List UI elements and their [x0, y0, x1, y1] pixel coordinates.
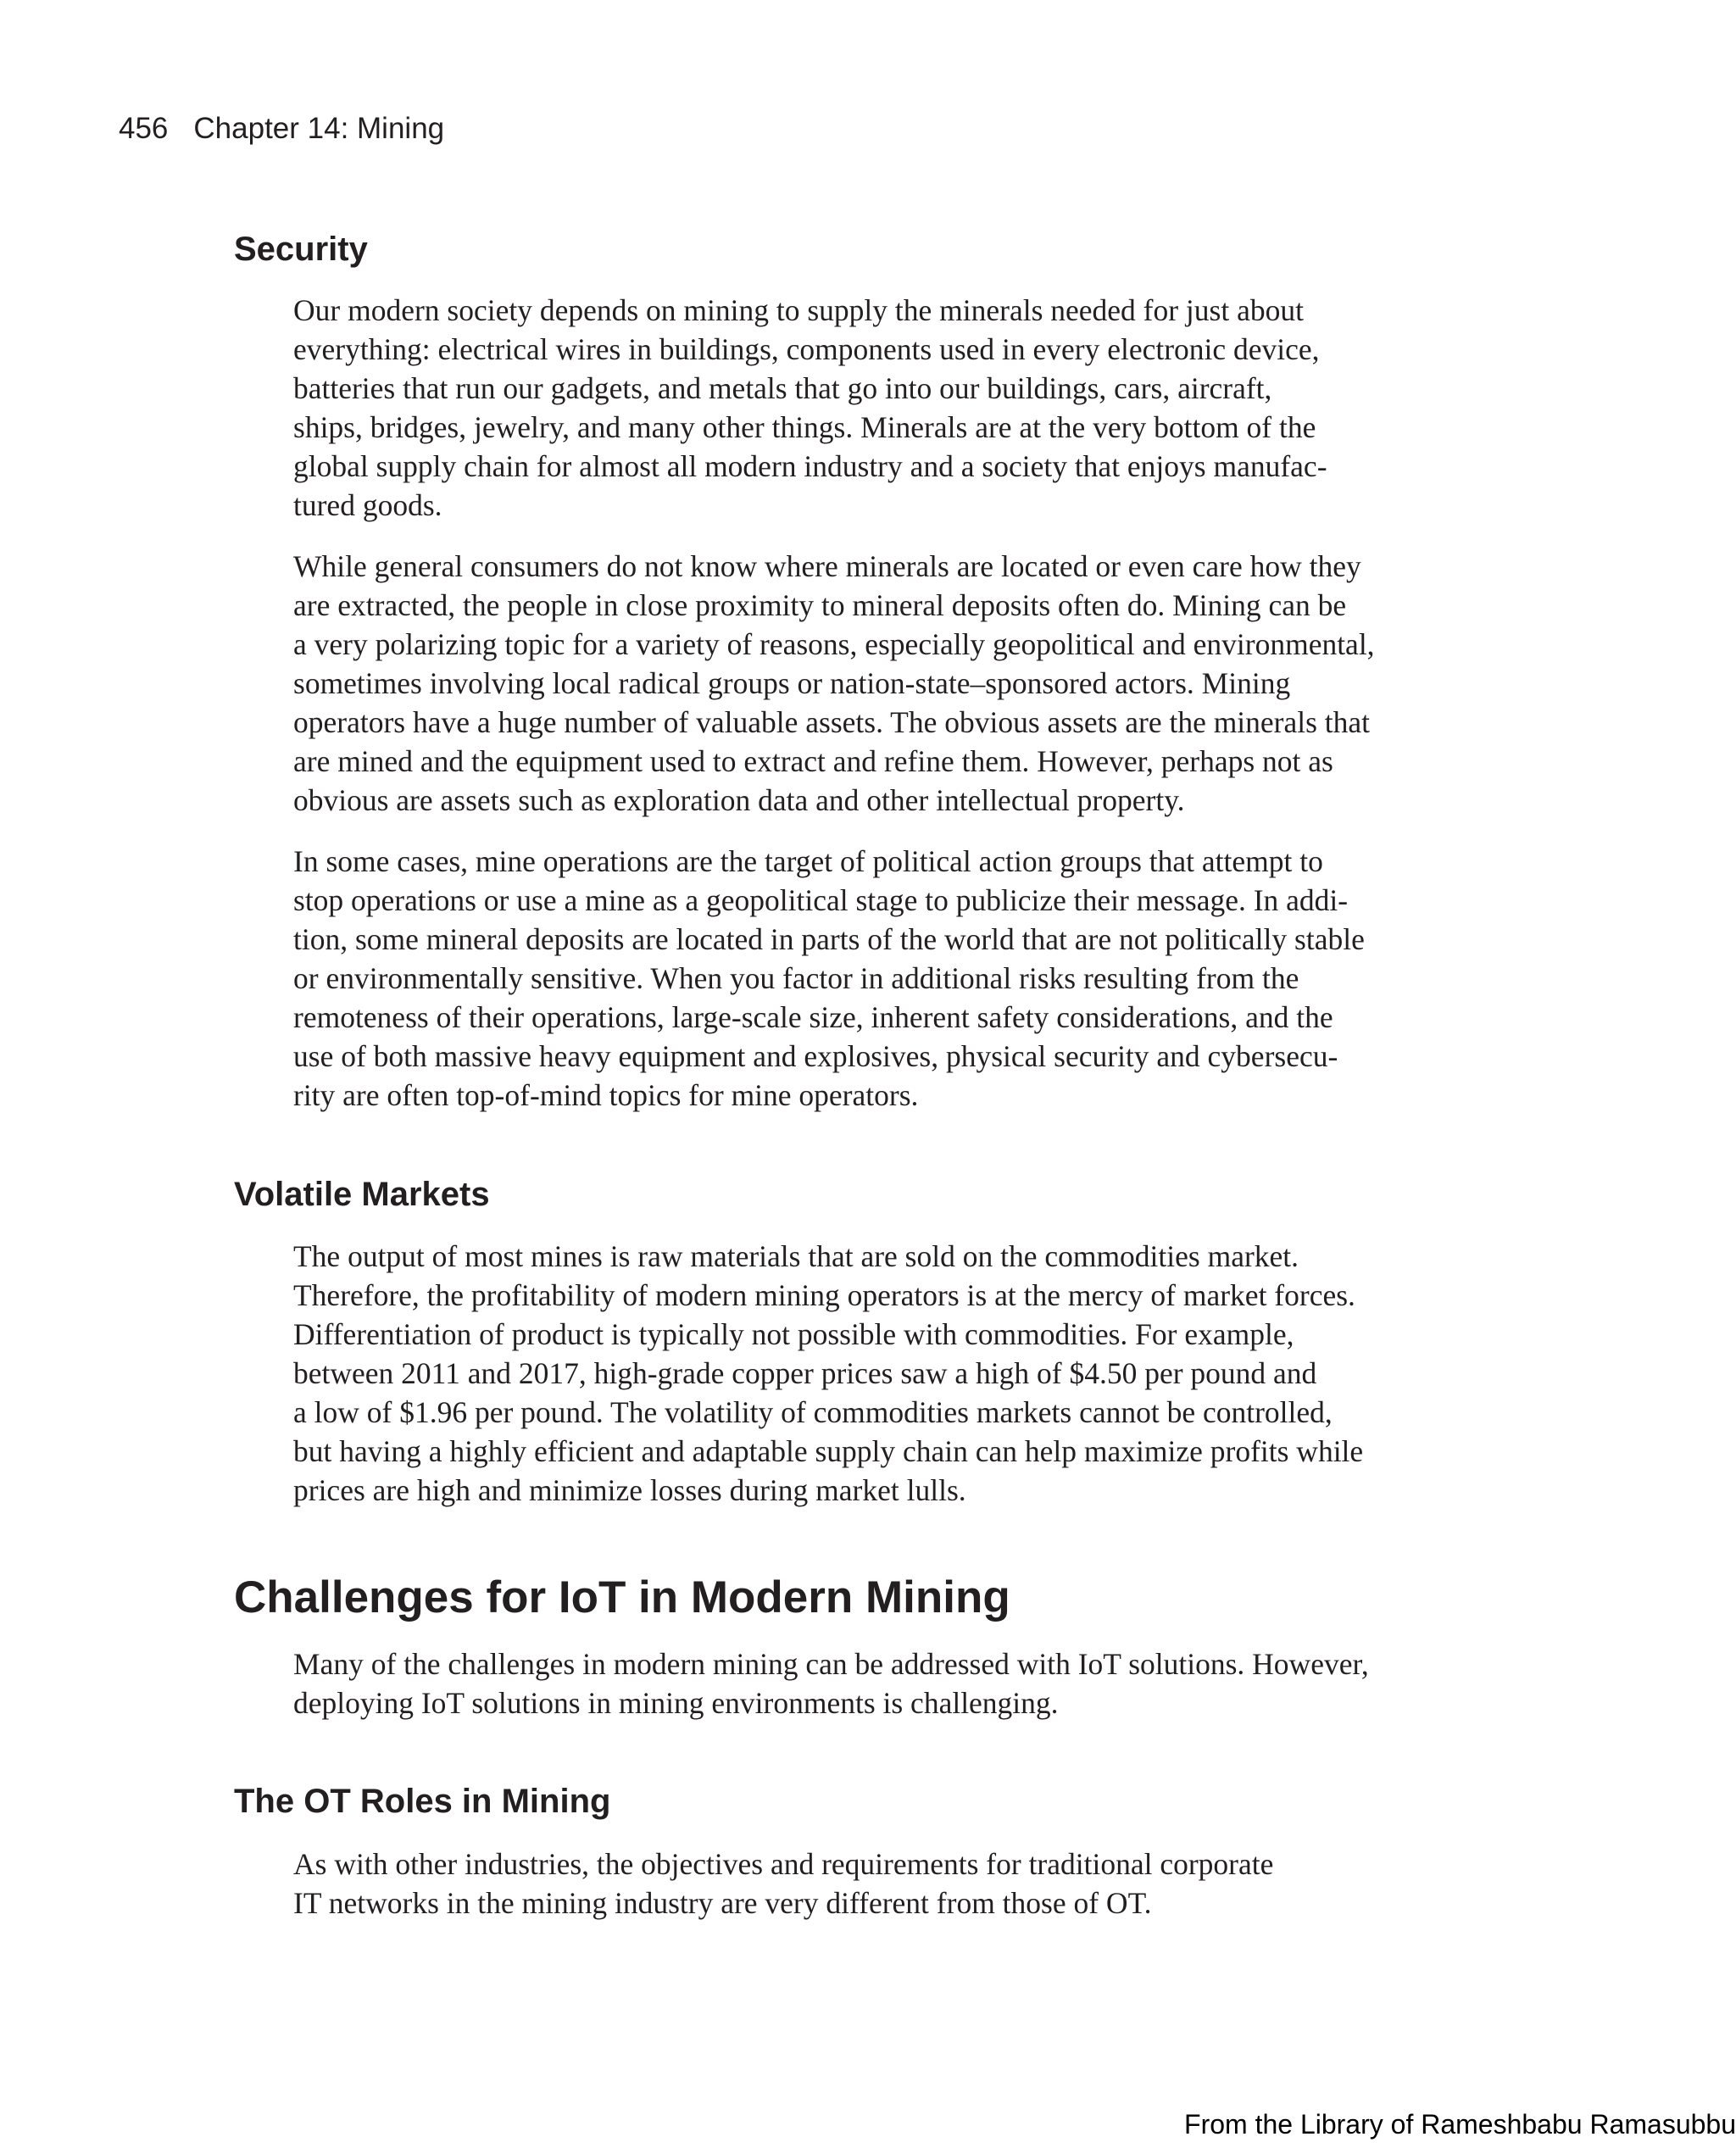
running-head	[119, 110, 444, 147]
text-line: between 2011 and 2017, high-grade copper prices saw a high of $4.50 per pound and	[293, 1356, 1317, 1390]
paragraph-security-3	[293, 842, 1365, 1115]
text-line: rity are often top-of-mind topics for mine operators.	[293, 1078, 919, 1112]
text-line: prices are high and minimize losses during market lulls.	[293, 1473, 966, 1507]
text-line: a low of $1.96 per pound. The volatility of commodities markets cannot be controlled,	[293, 1395, 1333, 1429]
text-line: operators have a huge number of valuable assets. The obvious assets are the minerals that	[293, 705, 1371, 739]
text-line: IT networks in the mining industry are very different from those of OT.	[293, 1886, 1152, 1920]
paragraph-volatile-markets-1	[293, 1237, 1363, 1510]
text-line: Therefore, the profitability of modern mining operators is at the mercy of market forces.	[293, 1278, 1355, 1312]
text-line: Our modern society depends on mining to supply the minerals needed for just about	[293, 293, 1304, 327]
text-line: remoteness of their operations, large-scale size, inherent safety considerations, and the	[293, 1000, 1333, 1034]
text-line: batteries that run our gadgets, and metals that go into our buildings, cars, aircraft,	[293, 371, 1272, 405]
text-line: everything: electrical wires in buildings, components used in every electronic device,	[293, 332, 1320, 366]
text-line: obvious are assets such as exploration data and other intellectual property.	[293, 783, 1185, 817]
text-line: The output of most mines is raw materials that are sold on the commodities market.	[293, 1239, 1299, 1273]
text-line: or environmentally sensitive. When you factor in additional risks resulting from the	[293, 961, 1299, 995]
paragraph-security-2	[293, 547, 1375, 820]
text-line: Many of the challenges in modern mining can be addressed with IoT solutions. However,	[293, 1647, 1369, 1681]
text-line: In some cases, mine operations are the target of political action groups that attempt to	[293, 844, 1323, 878]
text-line: sometimes involving local radical groups or nation-state–sponsored actors. Mining	[293, 666, 1291, 700]
chapter-title: Chapter 14: Mining	[193, 112, 445, 145]
text-line: While general consumers do not know where minerals are located or even care how they	[293, 549, 1361, 583]
section-heading-ot-roles: The OT Roles in Mining	[234, 1783, 611, 1820]
text-line: global supply chain for almost all modern industry and a society that enjoys manufac-	[293, 449, 1327, 483]
paragraph-challenges-1	[293, 1644, 1369, 1722]
text-line: Differentiation of product is typically not possible with commodities. For example,	[293, 1317, 1294, 1351]
text-line: tion, some mineral deposits are located in parts of the world that are not politically stable	[293, 922, 1365, 956]
text-line: deploying IoT solutions in mining environments is challenging.	[293, 1686, 1059, 1720]
text-line: tured goods.	[293, 488, 442, 522]
section-heading-challenges: Challenges for IoT in Modern Mining	[234, 1572, 1010, 1622]
section-heading-volatile-markets: Volatile Markets	[234, 1176, 490, 1213]
text-line: stop operations or use a mine as a geopolitical stage to publicize their message. In addi-	[293, 883, 1349, 917]
page-number: 456	[119, 112, 169, 145]
text-line: but having a highly efficient and adaptable supply chain can help maximize profits while	[293, 1434, 1364, 1468]
paragraph-security-1	[293, 291, 1327, 525]
text-line: are extracted, the people in close proximity to mineral deposits often do. Mining can be	[293, 588, 1347, 622]
text-line: are mined and the equipment used to extract and refine them. However, perhaps not as	[293, 744, 1333, 778]
text-line: use of both massive heavy equipment and explosives, physical security and cybersecu-	[293, 1039, 1338, 1073]
text-line: a very polarizing topic for a variety of reasons, especially geopolitical and environmental,	[293, 627, 1375, 661]
text-line: ships, bridges, jewelry, and many other things. Minerals are at the very bottom of the	[293, 410, 1316, 444]
library-footer: From the Library of Rameshbabu Ramasubbu	[1184, 2109, 1736, 2140]
section-heading-security: Security	[234, 231, 368, 268]
paragraph-ot-roles-1	[293, 1845, 1273, 1923]
text-line: As with other industries, the objectives and requirements for traditional corporate	[293, 1847, 1274, 1881]
